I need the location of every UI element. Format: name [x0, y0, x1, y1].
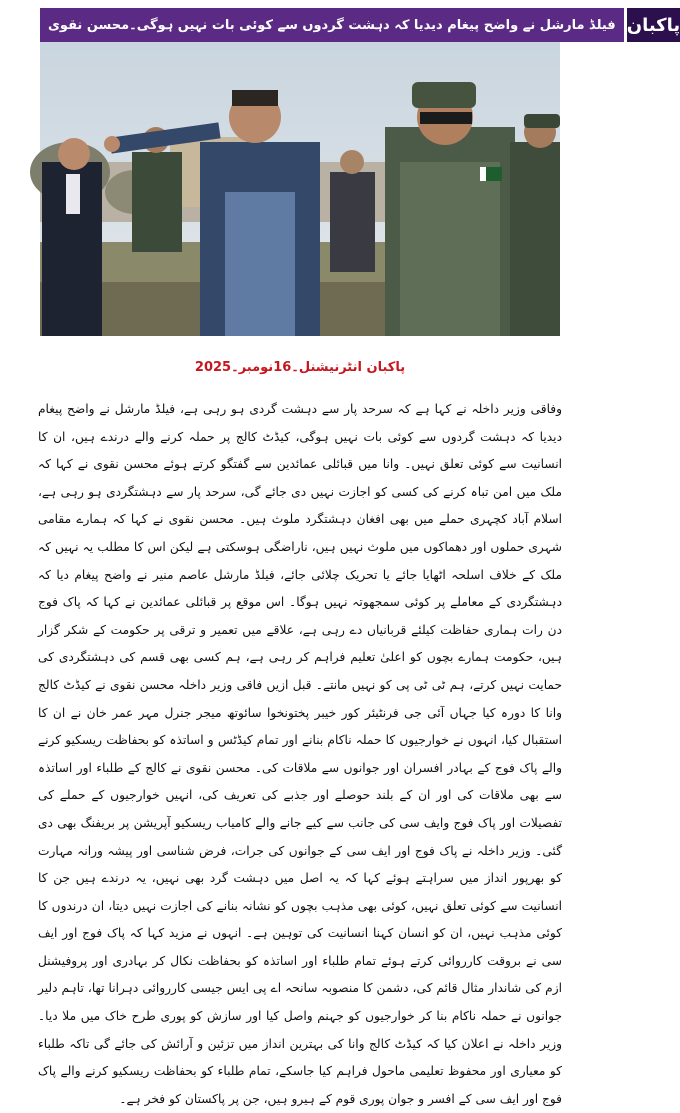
article-body: وفاقی وزیر داخلہ نے کہا ہے کہ سرحد پار سے دہشت گردی ہو رہی ہے، فیلڈ مارشل نے واضح پیغام دیدیا کہ دہشت گردوں سے کوئی بات نہیں ہوگی، کیڈٹ کالج پر حملہ کرنے والے درندے ہیں، ان کا انسانیت سے کوئی تعلق نہیں۔ وانا میں قبائلی عمائدین سے گفتگو کرتے ہوئے محسن نقوی نے کہا کہ ملک میں امن تباہ کرنے کی کسی کو اجازت نہیں دی جائے گی، سرحد پار سے دہشتگردی ہو رہی ہے، اسلام آباد کچہری حملے میں بھی افغان دہشتگرد ملوث ہیں۔ محسن نقوی نے کہا کہ ہمارے مقامی شہری حملوں اور دھماکوں میں ملوث نہیں ہیں، ناراضگی ہوسکتی ہے لیکن اس کا مطلب یہ نہیں کہ ملک کے خلاف اسلحہ اٹھایا جائے یا تحریک چلائی جائے، فیلڈ مارشل عاصم منیر نے واضح پیغام دیا کہ دہشتگردی کے معاملے پر کوئی سمجھوتہ نہیں ہوگا۔ اس موقع پر قبائلی عمائدین نے کہا کہ پاک فوج دن رات ہماری حفاظت کیلئے قربانیاں دے رہی ہے، علاقے میں تعمیر و ترقی پر حکومت کے شکر گزار ہیں، حکومت ہمارے بچوں کو اعلیٰ تعلیم فراہم کر رہی ہے، ہم کسی بھی قسم کی دہشتگردی کی حمایت نہیں کرتے، ہم ٹی ٹی پی کو نہیں مانتے۔ قبل ازیں فاقی وزیر داخلہ محسن نقوی نے کیڈٹ کالج وانا کا دورہ کیا جہاں آئی جی فرنٹیئر کور خیبر پختونخوا سائوتھ میجر جنرل مہر عمر خان نے ان کا استقبال کیا، انہوں نے خوارجیوں کا حملہ ناکام بنانے اور تمام کیڈٹس و اساتذہ کو بحفاظت ریسکیو کرنے والے پاک فوج کے بہادر افسران اور جوانوں سے ملاقات کی۔ محسن نقوی نے کالج کے طلباء اور اساتذہ سے بھی ملاقات کی اور ان کے بلند حوصلے اور جذبے کی تعریف کی، انہیں خوارجیوں کے حملے کی تفصیلات اور پاک فوج وایف سی کی جانب سے کیے جانے والے کامیاب ریسکیو آپریشن پر بریفنگ بھی دی گئی۔ وزیر داخلہ نے پاک فوج اور ایف سی کے جوانوں کی جرات، فرض شناسی اور پیشہ ورانہ مہارت کو بھرپور انداز میں سراہتے ہوئے کہا کہ یہ اصل میں دہشت گرد بھی نہیں، یہ درندے ہیں جن کا انسانیت سے کوئی تعلق نہیں، کوئی بھی مذہب بچوں کو نشانہ بنانے کی اجازت نہیں دیتا، ان درندوں کا کوئی مذہب نہیں، ان کو انسان کہنا انسانیت کی توہین ہے۔ انہوں نے مزید کہا کہ پاک فوج اور ایف سی نے بروقت کارروائی کرتے ہوئے تمام طلباء اور اساتذہ کو بحفاظت نکال کر بہادری اور پروفیشنل ازم کی شاندار مثال قائم کی، دشمن کا منصوبہ سانحہ اے پی ایس جیسی کارروائی دہرانا تھا، تاہم دلیر جوانوں نے حملہ ناکام بنا کر خوارجیوں کو جہنم واصل کیا اور سازش کو پوری طرح خاک میں ملا دیا۔ وزیر داخلہ نے اعلان کیا کہ کیڈٹ کالج وانا کی بہترین انداز میں تزئین و آرائش کی جائے گی تاکہ طلباء کو معیاری اور محفوظ تعلیمی ماحول فراہم کیا جاسکے، تمام طلباء کو بحفاظت ریسکیو کرنے والے پاک فوج اور ایف سی کے افسر و جوان پوری قوم کے ہیرو ہیں، جن پر پاکستان کو فخر ہے۔	[38, 402, 562, 1106]
logo-text: پاکبان	[626, 14, 680, 36]
headline-bar	[40, 8, 624, 42]
logo	[624, 8, 680, 42]
dateline: پاکبان انٹرنیشنل۔16نومبر۔2025	[194, 360, 406, 375]
news-photo	[40, 42, 560, 336]
header-bar	[40, 8, 680, 42]
headline: فیلڈ مارشل نے واضح پیغام دیدیا کہ دہشت گردوں سے کوئی بات نہیں ہوگی۔محسن نقوی	[48, 17, 616, 33]
